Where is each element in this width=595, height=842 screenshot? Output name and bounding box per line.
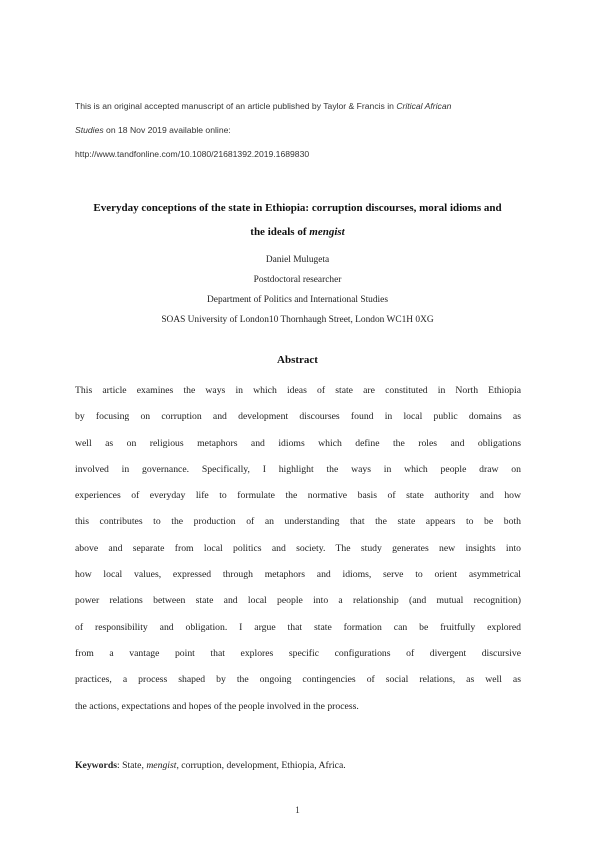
- journal-name-cont: Studies: [75, 125, 104, 135]
- keyword-italic: mengist: [146, 760, 177, 771]
- keywords-label: Keywords: [75, 760, 117, 771]
- title-italic-term: mengist: [309, 226, 345, 238]
- abstract-line: of responsibility and obligation. I argue that state formation can be fruitfully explored: [75, 621, 521, 633]
- author-block: [60, 250, 535, 330]
- abstract-line: this contributes to the production of an understanding that the state appears to be both: [75, 516, 521, 528]
- abstract-line: experiences of everyday life to formulate the normative basis of state authority and how: [75, 490, 521, 502]
- title-line-2: the ideals of mengist: [250, 226, 345, 238]
- author-department: Department of Politics and International Studies: [207, 295, 388, 305]
- abstract-line: above and separate from local politics and society. The study generates new insights into: [75, 542, 521, 554]
- notice-line-2: Studies on 18 Nov 2019 available online:: [75, 125, 231, 135]
- abstract-line: from a vantage point that explores specific configurations of divergent discursive: [75, 647, 521, 659]
- abstract-line: involved in governance. Specifically, I highlight the ways in which people draw on: [75, 463, 521, 475]
- abstract-heading: Abstract: [277, 354, 318, 366]
- abstract-line: how local values, expressed through metaphors and idioms, serve to orient asymmetrical: [75, 569, 521, 581]
- abstract-line: power relations between state and local people into a relationship (and mutual recognition): [75, 595, 521, 607]
- page-number: 1: [295, 806, 300, 816]
- abstract-line: practices, a process shaped by the ongoing contingencies of social relations, as well as: [75, 674, 521, 686]
- abstract-body: [75, 378, 521, 720]
- article-title: [60, 196, 535, 244]
- author-position: Postdoctoral researcher: [253, 275, 342, 285]
- publication-notice: [75, 94, 535, 166]
- abstract-line: well as on religious metaphors and idioms which define the roles and obligations: [75, 437, 521, 449]
- journal-name: Critical African: [396, 101, 452, 111]
- title-line-1: Everyday conceptions of the state in Ethiopia: corruption discourses, moral idioms and: [93, 202, 502, 214]
- abstract-line: This article examines the ways in which ideas of state are constituted in North Ethiopia: [75, 385, 521, 396]
- keywords-line: Keywords: State, mengist, corruption, development, Ethiopia, Africa.: [75, 760, 346, 771]
- article-url[interactable]: http://www.tandfonline.com/10.1080/21681392.2019.1689830: [75, 149, 310, 159]
- author-name: Daniel Mulugeta: [265, 255, 330, 265]
- author-address: SOAS University of London10 Thornhaugh Street, London WC1H 0XG: [161, 315, 434, 325]
- notice-line-1: This is an original accepted manuscript of an article published by Taylor & Francis in Critical African: [75, 101, 452, 111]
- abstract-line: the actions, expectations and hopes of the people involved in the process.: [75, 700, 359, 712]
- abstract-line: by focusing on corruption and development discourses found in local public domains as: [75, 411, 521, 423]
